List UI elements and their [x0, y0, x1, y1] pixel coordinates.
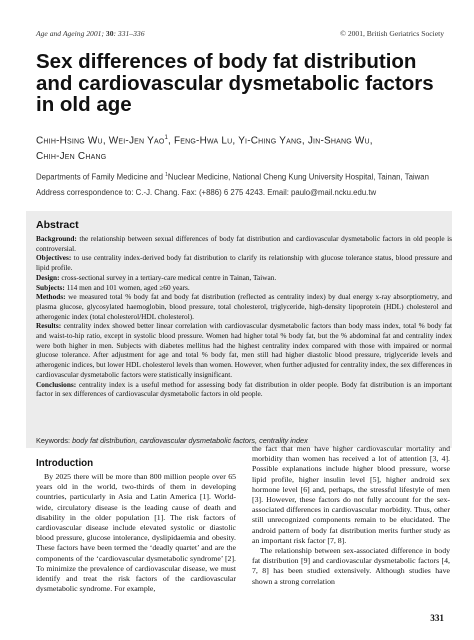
introduction-right-column [252, 444, 450, 587]
journal-volume: 30 [105, 29, 114, 38]
affiliation-mark: 1 [165, 172, 168, 178]
journal-name: Age and Ageing 2001; [36, 29, 104, 38]
introduction-heading: Introduction [36, 458, 94, 469]
results-text: centrality index showed better linear correlation with cardiovascular dysmetabolic factors than body mass index, total % body fat and waist-to-hip ratio, except in systolic blood pressure. Women had higher total % body fat, but the % abdominal fat and centrality index were both higher in men. Subjects with diabetes mellitus had the highest centrality index compared with those with impaired or normal glucose tolerance. After adjustment for age and total % body fat, men still had higher diastolic blood pressure, triglyceride levels and atherogenic indices, but lower HDL cholesterol levels than women. However, when further adjusted for centrality index, the sex differences in cardiovascular dysmetabolic factors were statistically insignificant. [36, 321, 452, 379]
article-title: Sex differences of body fat distribution and cardiovascular dysmetabolic factors in old age [36, 50, 434, 116]
affiliation-part2: Nuclear Medicine, National Cheng Kung University Hospital, Tainan, Taiwan [167, 172, 429, 182]
objectives-text: to use centrality index-derived body fat distribution to clarify its relationship with glucose tolerance status, blood pressure and lipid profile. [36, 253, 452, 273]
conclusions-text: centrality index is a useful method for assessing body fat distribution in older people. Body fat distribution is an important factor in sex differences of cardiovascular dysmetabolic factors in old people. [36, 379, 452, 399]
copyright-notice: © 2001, British Geriatrics Society [340, 29, 444, 38]
journal-pages: : 331–336 [113, 29, 145, 38]
affiliation-part1: Departments of Family Medicine and [36, 172, 166, 182]
abstract-heading: Abstract [36, 219, 79, 231]
methods-text: we measured total % body fat and body fat distribution (reflected as centrality index) by dual energy x-ray absorptiometry, and plasma glucose, glycosylated haemoglobin, blood pressure, total cholesterol, triglyceride, high-density lipoprotein (HDL) cholesterol and atherogenic index (total cholesterol/HDL cholesterol). [36, 292, 452, 321]
methods-label: Methods: [36, 292, 66, 302]
results-label: Results: [36, 321, 62, 331]
author-list [36, 130, 446, 165]
introduction-left-column: By 2025 there will be more than 800 million people over 65 years old in the world, two-thirds of them in developing countries, particularly in Asia and Latin America [1]. World-wide, circulatory disease is the leading cause of death and disability in the older population [1]. The risk factors of cardiovascular disease include elevated systolic or diastolic blood pressure, glucose intolerance, dyslipidaemia and obesity. These factors have been termed the ‘deadly quartet’ and are the components of the ‘cardiovascular dysmetabolic syndrome’ [2]. To minimize the prevalence of cardiovascular disease, we must identify and treat the risk factors of the cardiovascular dysmetabolic syndrome. For example, [36, 472, 236, 594]
design-text: cross-sectional survey in a tertiary-care medical centre in Tainan, Taiwan. [59, 272, 277, 282]
background-label: Background: [36, 234, 77, 243]
authors-line1b: , Feng-Hwa Lu, Yi-Ching Yang, Jin-Shang Wu, [168, 135, 373, 147]
right-paragraph-2: The relationship between sex-associated difference in body fat distribution [9] and cardiovascular dysmetabolic factors [4, 7, 8] has been studied extensively. Although studies have shown a strong correlation [252, 546, 450, 586]
author-affiliation-mark: 1 [164, 135, 169, 141]
correspondence-address: Address correspondence to: C.-J. Chang. Fax: (+886) 6 275 4243. Email: paulo@mail.ncku.edu.tw [36, 188, 377, 197]
design-label: Design: [36, 272, 60, 282]
affiliation [36, 172, 456, 182]
journal-citation [36, 29, 145, 38]
conclusions-label: Conclusions: [36, 379, 77, 389]
keywords-text: body fat distribution, cardiovascular dysmetabolic factors, centrality index [70, 436, 308, 445]
abstract-body [36, 234, 452, 399]
objectives-label: Objectives: [36, 253, 72, 263]
subjects-text: 114 men and 101 women, aged ≥60 years. [64, 282, 190, 292]
authors-line2: Chih-Jen Chang [36, 151, 107, 163]
right-paragraph-1: the fact that men have higher cardiovascular mortality and morbidity than women has received a lot of attention [3, 4]. Possible explanations include higher blood pressure, worse lipid profile, higher insulin level [5], higher android sex hormone level [6] and, perhaps, the stressful lifestyle of men [3]. However, these factors do not fully account for the sex-associated differences in cardiovascular morbidity. Thus, other still unrecognized components remain to be elucidated. The android pattern of body fat distribution merits further study as an important risk factor [7, 8]. [252, 444, 450, 545]
page-number: 331 [430, 613, 444, 623]
background-text: the relationship between sexual differences of body fat distribution and cardiovascular dysmetabolic factors in old people is controversial. [36, 234, 452, 253]
subjects-label: Subjects: [36, 282, 65, 292]
keywords-label: Keywords: [36, 436, 71, 445]
authors-line1a: Chih-Hsing Wu, Wei-Jen Yao [36, 135, 165, 147]
